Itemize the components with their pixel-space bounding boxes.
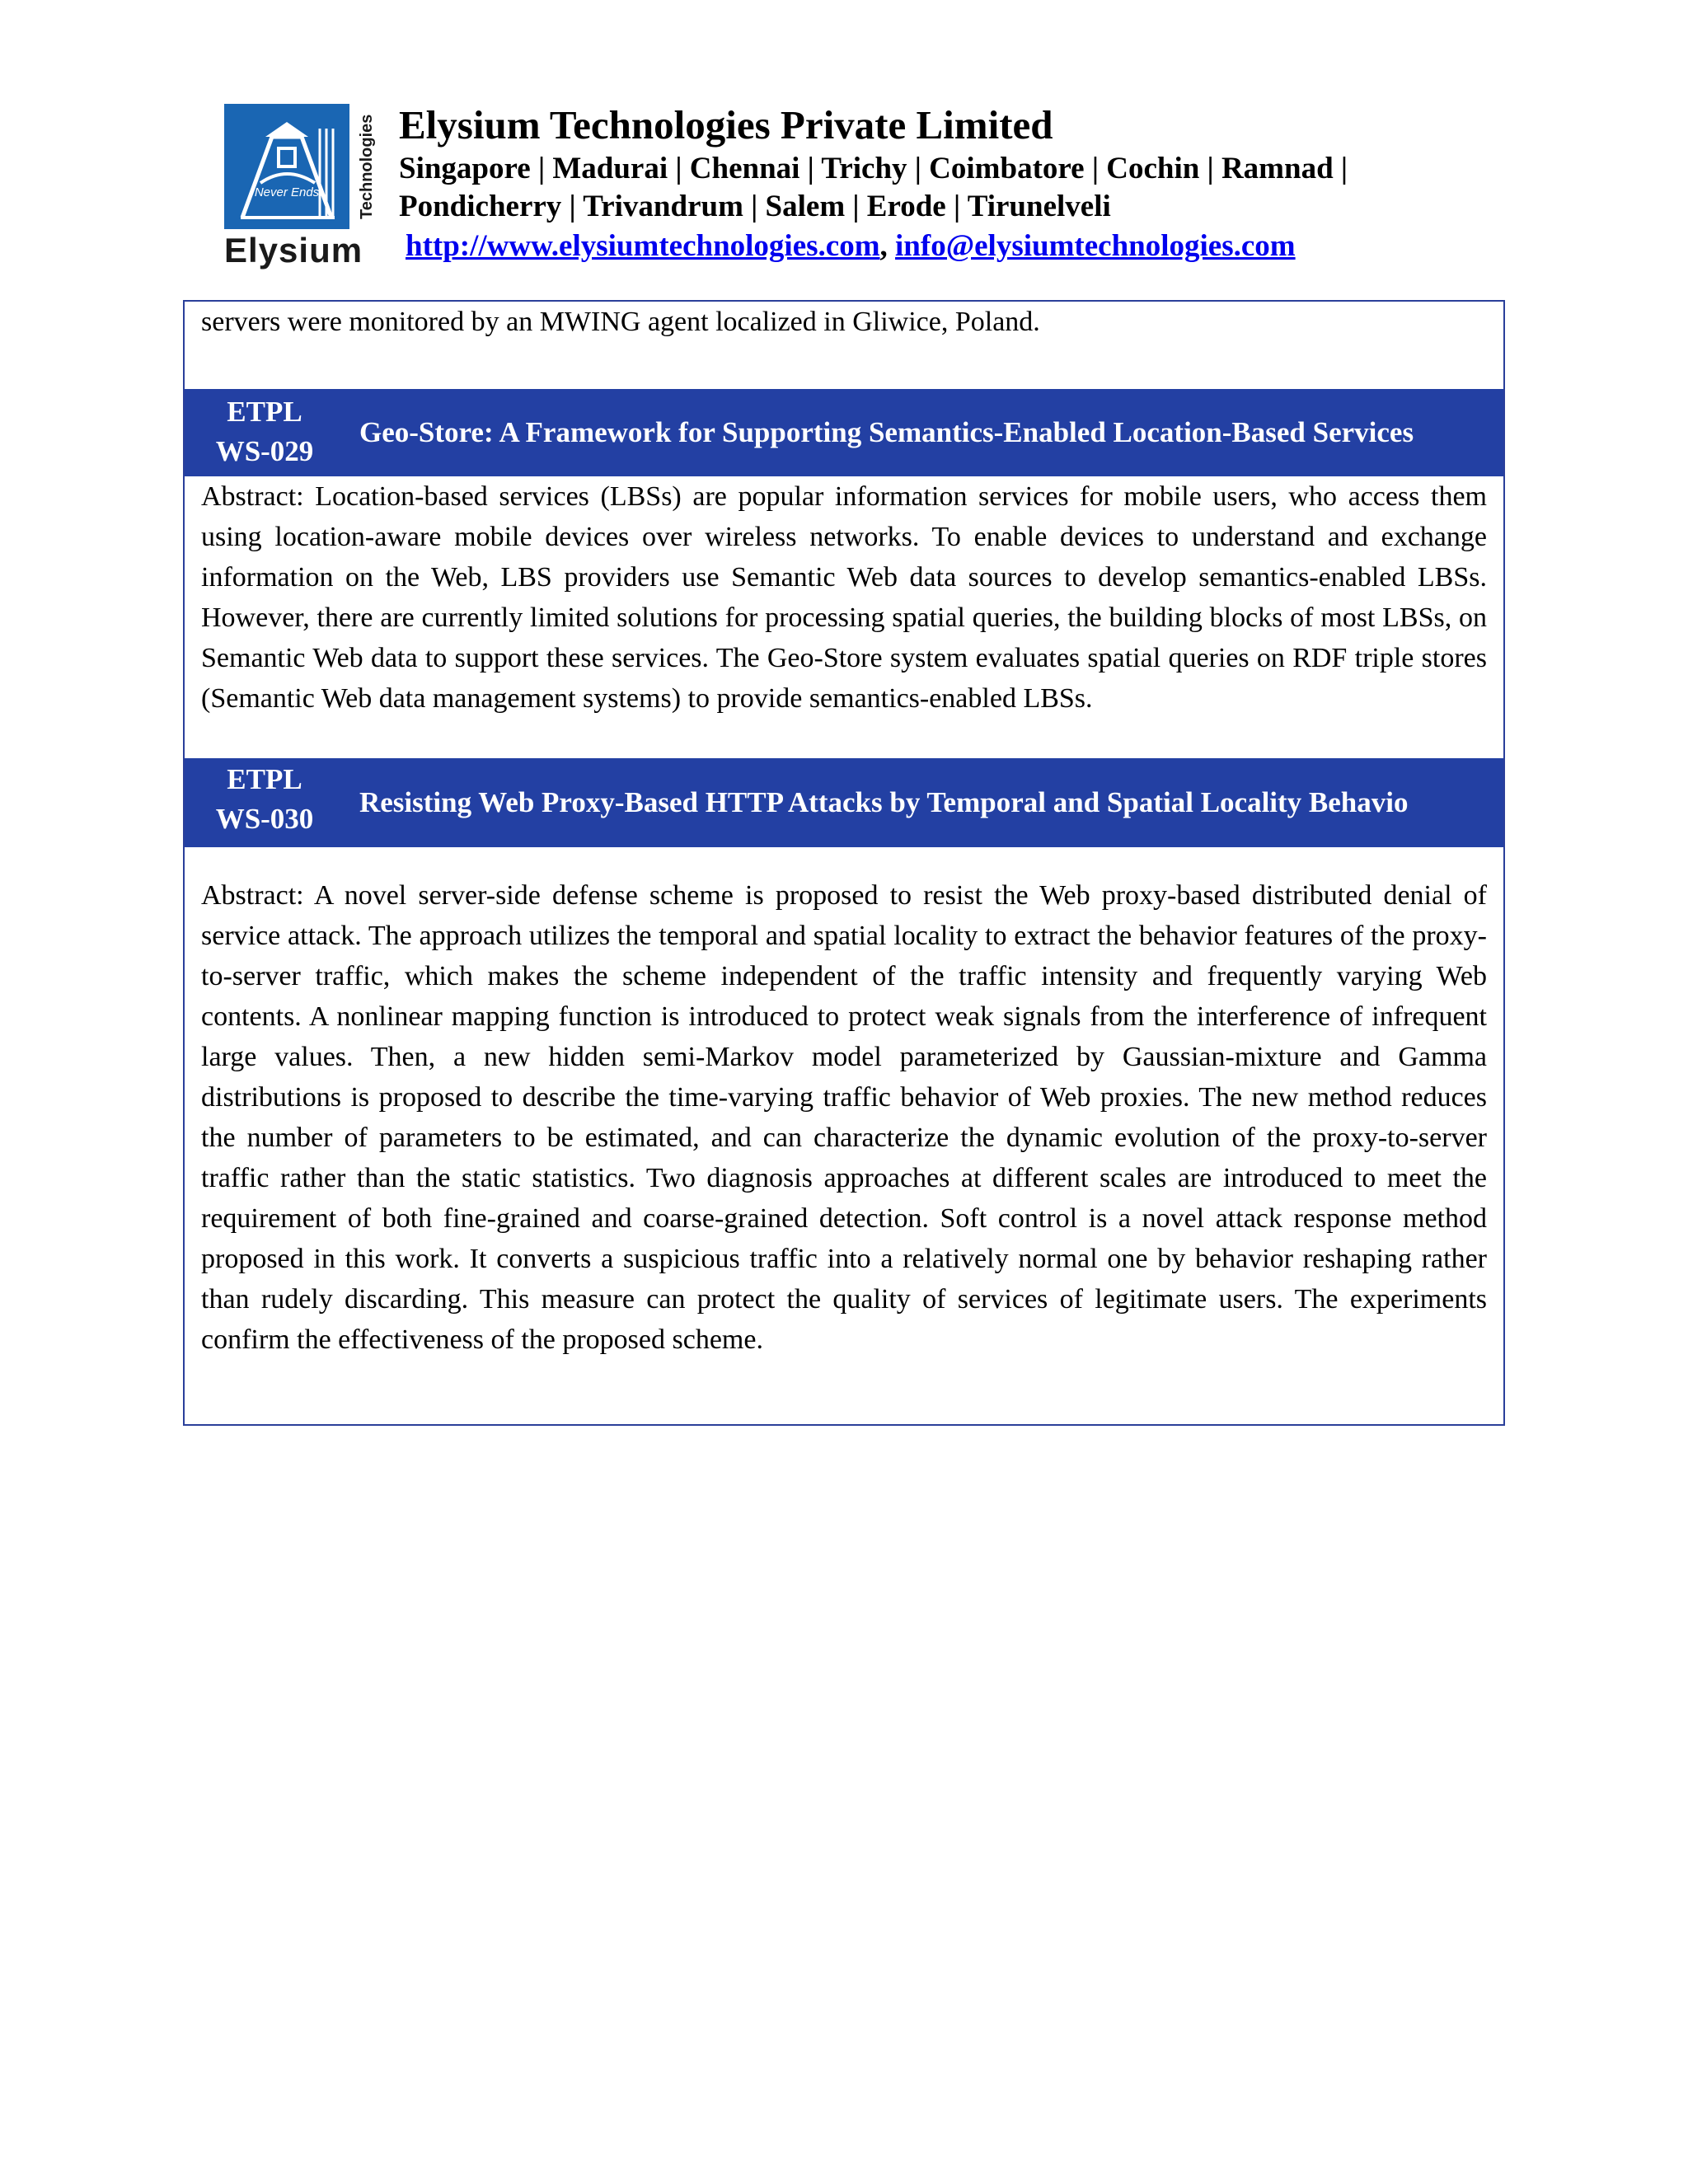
office-locations: Singapore | Madurai | Chennai | Trichy | Coimbatore | Cochin | Ramnad | Pondicherry | Trivandrum | Salem | Erode | Tirunelveli: [399, 152, 1348, 223]
entry-abstract: Abstract: A novel server-side defense scheme is proposed to resist the Web proxy-based distributed denial of service attack. The approach utilizes the temporal and spatial locality to extract the behavior features of the proxy-to-server traffic, which makes the scheme independent of the traffic intensity and frequently varying Web contents. A nonlinear mapping function is introduced to protect weak signals from the interference of infrequent large values. Then, a new hidden semi-Markov model parameterized by Gaussian-mixture and Gamma distributions is proposed to describe the time-varying traffic behavior of Web proxies. The new method reduces the number of parameters to be estimated, and can characterize the dynamic evolution of the proxy-to-server traffic rather than the static statistics. Two diagnosis approaches at different scales are introduced to meet the requirement of both fine-grained and coarse-grained detection. Soft control is a novel attack response method proposed in this work. It converts a suspicious traffic into a relatively normal one by behavior reshaping rather than rudely discarding. This measure can protect the quality of services of legitimate users. The experiments confirm the effectiveness of the proposed scheme.: [201, 880, 1487, 1355]
continuation-text: servers were monitored by an MWING agent localized in Gliwice, Poland.: [201, 307, 1040, 337]
website-link[interactable]: http://www.elysiumtechnologies.com: [406, 229, 880, 263]
entry-title: Resisting Web Proxy-Based HTTP Attacks by Temporal and Spatial Locality Behavio: [359, 786, 1409, 818]
email-link[interactable]: info@elysiumtechnologies.com: [895, 229, 1296, 263]
entry-code-number: WS-030: [215, 803, 314, 835]
entry-title-bar: [185, 389, 1503, 476]
tower-icon: [224, 104, 349, 229]
company-name: Elysium Technologies Private Limited: [399, 102, 1053, 148]
entry-code: [185, 758, 345, 847]
entry-title-bar: [185, 758, 1503, 847]
company-logo: [224, 104, 381, 267]
entry-abstract: Abstract: Location-based services (LBSs) are popular information services for mobile users, who access them using location-aware mobile devices over wireless networks. To enable devices to understand and exchange information on the Web, LBS providers use Semantic Web data sources to develop semantics-enabled LBSs. However, there are currently limited solutions for processing spatial queries, the building blocks of most LBSs, on Semantic Web data to support these services. The Geo-Store system evaluates spatial queries on RDF triple stores (Semantic Web data management systems) to provide semantics-enabled LBSs.: [201, 481, 1487, 714]
logo-vertical-text: Technologies: [358, 114, 376, 219]
logo-emblem: [224, 104, 349, 229]
page-header: [224, 99, 1543, 272]
entry-code-prefix: ETPL: [227, 763, 302, 795]
link-separator: ,: [879, 229, 888, 263]
entry-code-number: WS-029: [215, 435, 314, 467]
logo-wordmark: Elysium: [224, 231, 363, 269]
entry-code: [185, 389, 345, 476]
logo-badge-text: Never Ends: [254, 185, 320, 199]
entry-code-prefix: ETPL: [227, 396, 302, 428]
contact-links: [406, 227, 1296, 265]
project-table: [183, 300, 1505, 1426]
entry-title: Geo-Store: A Framework for Supporting Semantics-Enabled Location-Based Services: [359, 416, 1414, 448]
